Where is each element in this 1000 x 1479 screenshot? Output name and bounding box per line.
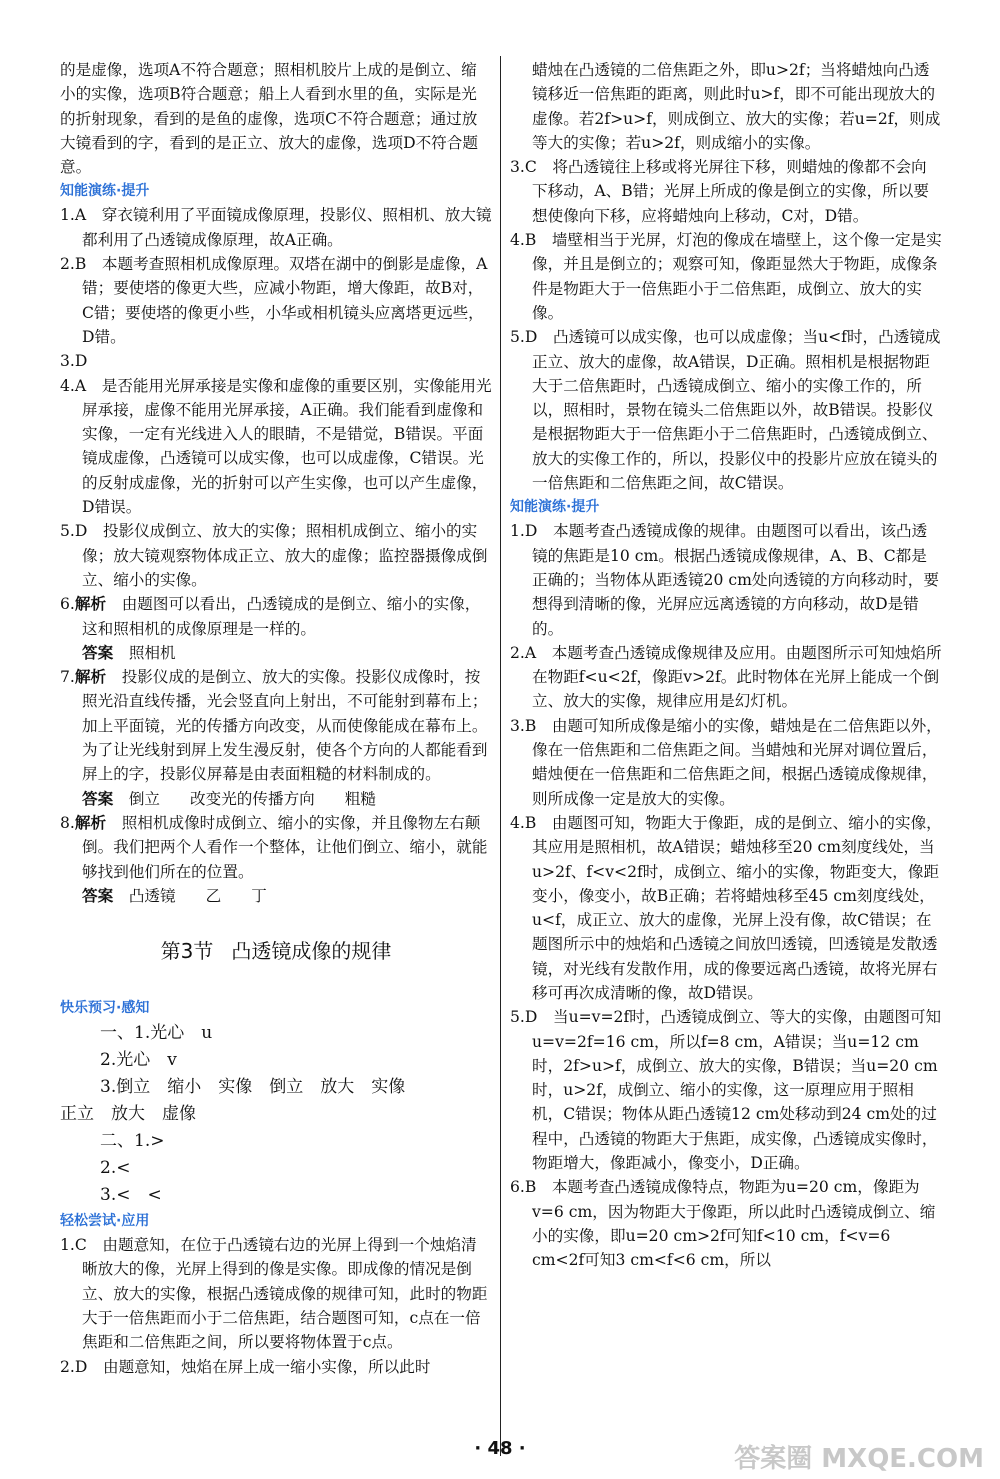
answer-line: 答案 照相机: [82, 643, 176, 662]
answer-item: 4.B 墙壁相当于光屏，灯泡的像成在墙壁上，这个像一定是实像，并且是倒立的；观察可知，像距显然大于物距，成像条件是物距大于一倍焦距小于二倍焦距，成倒立、放大的实像。: [510, 231, 942, 322]
section-heading: 轻松尝试·应用: [60, 1213, 150, 1230]
chapter-title: 第3节 凸透镜成像的规律: [160, 939, 392, 964]
answer-item: 2.A 本题考查凸透镜成像规律及应用。由题图所示可知烛焰所在物距f<u<2f，像距v>2f。此时物体在光屏上能成一个倒立、放大的实像，规律应用是幻灯机。: [510, 643, 942, 711]
answer-item: 5.D 当u=v=2f时，凸透镜成倒立、等大的实像，由题图可知u=v=2f=16 cm，所以f=8 cm，A错误；当u=12 cm时，2f>u>f，成倒立、放大的实像，B错误；当u=20 cm时，u>2f，成倒立、缩小的实像，这一原理应用于照相机，C错误；物体从距凸透镜12 cm处移动到24 cm处的过程中，凸透镜的物距大于焦距，成实像，凸透镜成实像时，物距增大，像距减小，像变小，D正确。: [510, 1008, 942, 1173]
answer-item: 2.D 由题意知，烛焰在屏上成一缩小实像，所以此时: [60, 1357, 431, 1376]
section-heading: 知能演练·提升: [510, 499, 600, 516]
preview-line: 2.光心 v: [100, 1050, 177, 1071]
answer-item: 5.D 凸透镜可以成实像，也可以成虚像；当u<f时，凸透镜成正立、放大的虚像，故A错误，D正确。照相机是根据物距大于二倍焦距时，凸透镜成倒立、缩小的实像工作的，所以，照相时，景物在镜头二倍焦距以外，故B错误。投影仪是根据物距大于一倍焦距小于二倍焦距时，凸透镜成倒立、放大的实像工作的，所以，投影仪中的投影片应放在镜头的一倍焦距和二倍焦距之间，故C错误。: [510, 328, 941, 493]
answer-line: 答案 凸透镜 乙 丁: [82, 886, 267, 905]
preview-line: 2.<: [100, 1158, 131, 1179]
answer-item: 2.B 本题考查照相机成像原理。双塔在湖中的倒影是虚像，A错；要使塔的像更大些，应减小物距，增大像距，故B对，C错；要使塔的像更小些，小华或相机镜头应离塔更远些，D错。: [60, 255, 488, 346]
answer-line: 答案 倒立 改变光的传播方向 粗糙: [82, 789, 376, 808]
preview-line: 二、1.>: [100, 1131, 165, 1152]
preview-line: 3.< <: [100, 1185, 162, 1206]
answer-item: 4.A 是否能用光屏承接是实像和虚像的重要区别，实像能用光屏承接，虚像不能用光屏承接，A正确。我们能看到虚像和实像，一定有光线进入人的眼睛，不是错觉，B错误。平面镜成虚像，凸透镜可以成实像，也可以成虚像，C错误。光的反射成虚像，光的折射可以产生实像，也可以产生虚像，D错误。: [60, 376, 492, 517]
left-column: [60, 58, 492, 1379]
preview-line: 正立 放大 虚像: [60, 1104, 196, 1125]
preview-line: 一、1.光心 u: [100, 1023, 213, 1044]
answer-item: 1.C 由题意知，在位于凸透镜右边的光屏上得到一个烛焰清晰放大的像，光屏上得到的像是实像。即成像的情况是倒立、放大的实像，根据凸透镜成像的规律可知，此时的物距大于一倍焦距而小于二倍焦距，结合题图可知，c点在一倍焦距和二倍焦距之间，所以要将物体置于c点。: [60, 1236, 488, 1352]
answer-item: 3.B 由题可知所成像是缩小的实像，蜡烛是在二倍焦距以外，像在一倍焦距和二倍焦距之间。当蜡烛和光屏对调位置后，蜡烛便在一倍焦距和二倍焦距之间，根据凸透镜成像规律，则所成像一定是放大的实像。: [510, 716, 942, 808]
answer-item: 4.B 由题图可知，物距大于像距，成的是倒立、缩小的实像，其应用是照相机，故A错误；蜡烛移至20 cm刻度线处，当u>2f、f<v<2f时，成倒立、缩小的实像，物距变大，像距变小，像变小，故B正确；若将蜡烛移至45 cm刻度线处，u<f，成正立、放大的虚像，光屏上没有像，故C错误；在题图所示中的烛焰和凸透镜之间放凹透镜，凹透镜是发散透镜，对光线有发散作用，成的像要远离凸透镜，故将光屏右移可再次成清晰的像，故D错误。: [510, 813, 942, 1002]
paragraph: 的是虚像，选项A不符合题意；照相机胶片上成的是倒立、缩小的实像，选项B符合题意；船上人看到水里的鱼，实际是光的折射现象，看到的是鱼的虚像，选项C不符合题意；通过放大镜看到的字，看到的是正立、放大的虚像，选项D不符合题意。: [60, 61, 478, 177]
answer-item: 5.D 投影仪成倒立、放大的实像；照相机成倒立、缩小的实像；放大镜观察物体成正立、放大的虚像；监控器摄像成倒立、缩小的实像。: [60, 522, 488, 589]
section-heading: 快乐预习·感知: [60, 1000, 150, 1017]
answer-item: 6.B 本题考查凸透镜成像特点，物距为u=20 cm，像距为v=6 cm，因为物距大于像距，所以此时凸透镜成倒立、缩小的实像，即u=20 cm>2f可知f<10 cm，f<v=6 cm<2f可知3 cm<f<6 cm，所以: [510, 1178, 936, 1270]
answer-item: 6.解析 由题图可以看出，凸透镜成的是倒立、缩小的实像，这和照相机的成像原理是一样的。: [60, 595, 481, 638]
column-divider: [500, 56, 501, 1456]
answer-item: 1.D 本题考查凸透镜成像的规律。由题图可以看出，该凸透镜的焦距是10 cm。根据凸透镜成像规律，A、B、C都是正确的；当物体从距透镜20 cm处向透镜的方向移动时，要想得到清晰的像，光屏应远离透镜的方向移动，故D是错的。: [510, 522, 939, 638]
answer-item: 3.C 将凸透镜往上移或将光屏往下移，则蜡烛的像都不会向下移动，A、B错；光屏上所成的像是倒立的实像，所以要想使像向下移，应将蜡烛向上移动，C对，D错。: [510, 158, 929, 225]
answer-continuation: 蜡烛在凸透镜的二倍焦距之外，即u>2f；当将蜡烛向凸透镜移近一倍焦距的距离，则此时u>f，即不可能出现放大的虚像。若2f>u>f，则成倒立、放大的实像；若u=2f，则成等大的实像；若u>2f，则成缩小的实像。: [532, 61, 941, 152]
answer-item: 1.A 穿衣镜利用了平面镜成像原理，投影仪、照相机、放大镜都利用了凸透镜成像原理，故A正确。: [60, 206, 492, 249]
answer-item: 7.解析 投影仪成的是倒立、放大的实像。投影仪成像时，按照光沿直线传播，光会竖直向上射出，不可能射到幕布上；加上平面镜，光的传播方向改变，从而使像能成在幕布上。为了让光线射到屏上发生漫反射，使各个方向的人都能看到屏上的字，投影仪屏幕是由表面粗糙的材料制成的。: [60, 668, 488, 784]
answer-item: 3.D: [60, 352, 88, 371]
preview-line: 3.倒立 缩小 实像 倒立 放大 实像: [100, 1077, 406, 1098]
answer-item: 8.解析 照相机成像时成倒立、缩小的实像，并且像物左右颠倒。我们把两个人看作一个整体，让他们倒立、缩小，就能够找到他们所在的位置。: [60, 813, 488, 881]
watermark-logo: 答案圈 MXQE.COM: [734, 1444, 984, 1474]
page-number: · 48 ·: [474, 1438, 526, 1459]
section-heading: 知能演练·提升: [60, 183, 150, 200]
right-column: [510, 58, 942, 1273]
